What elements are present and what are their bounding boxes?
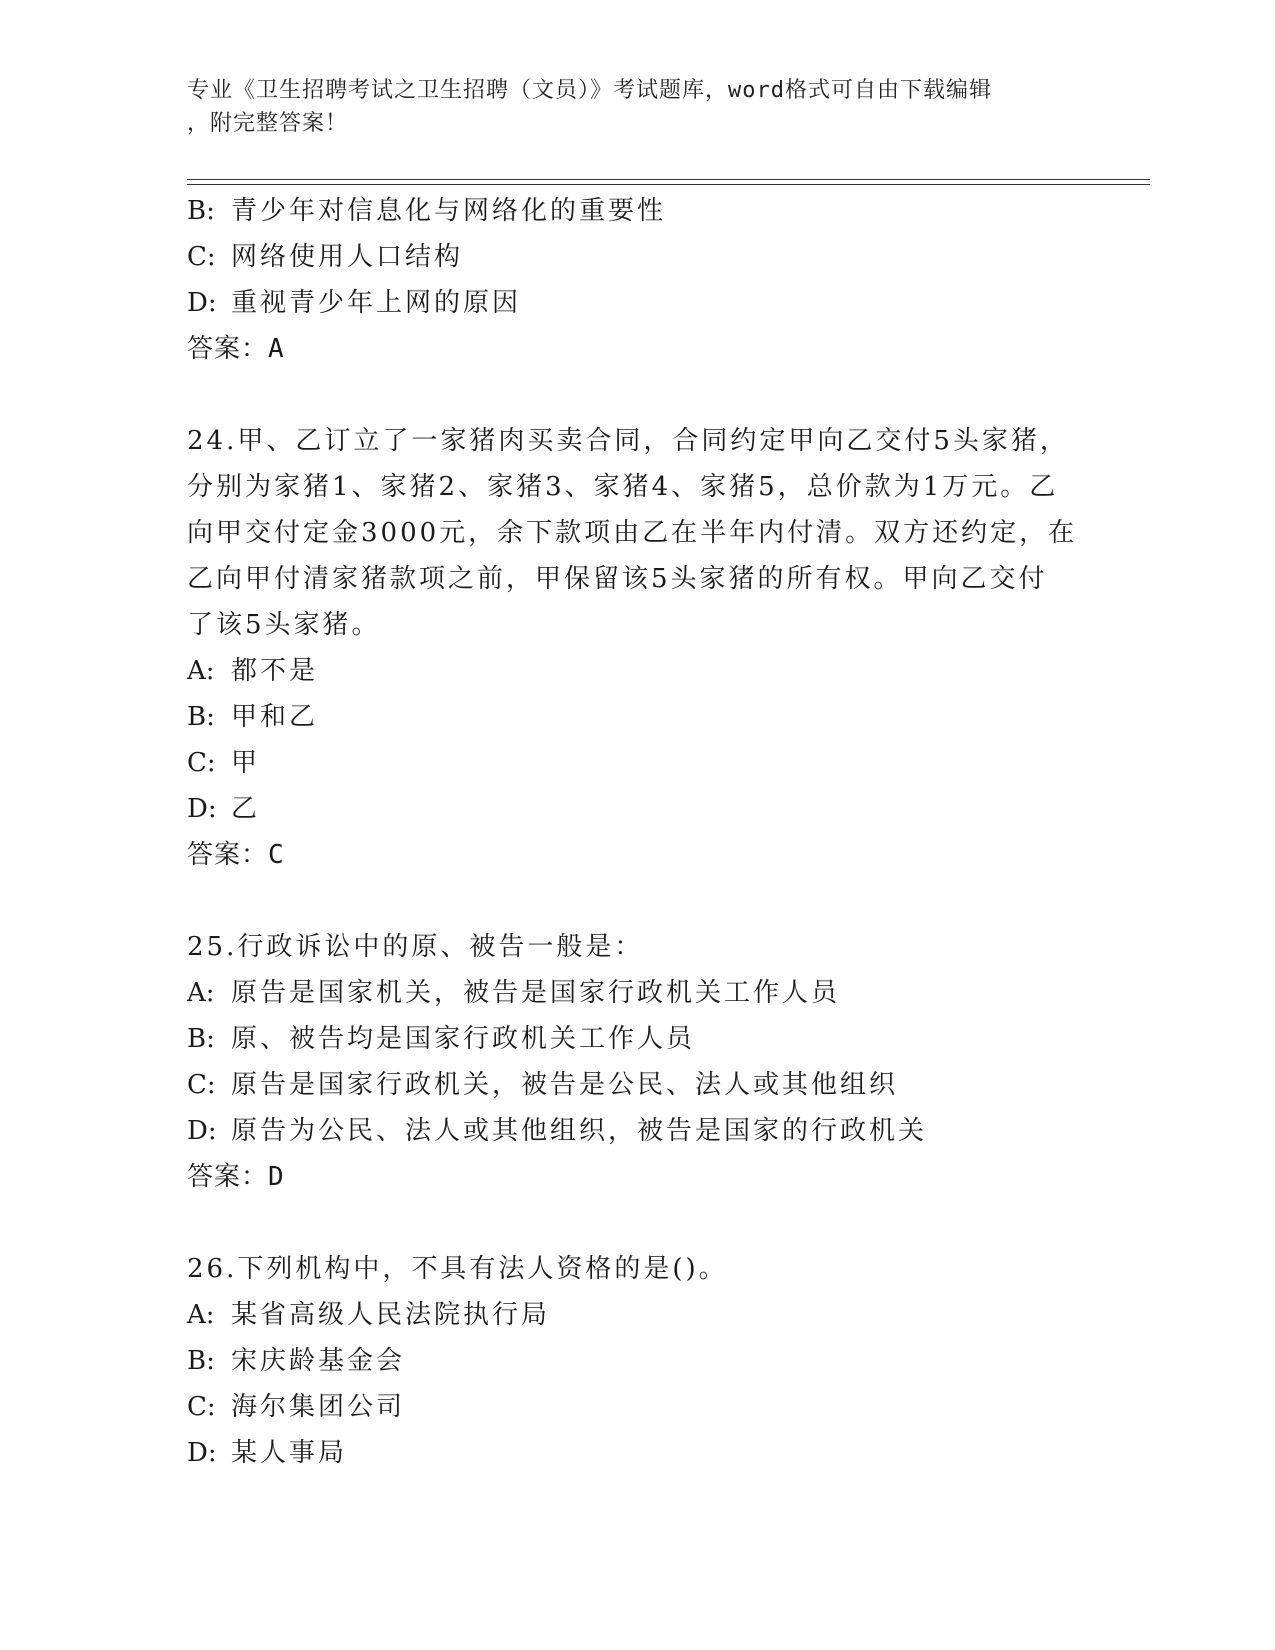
option-text: 甲 [231, 748, 261, 778]
option-b [187, 694, 1087, 740]
option-a [187, 1292, 1087, 1338]
question-26 [187, 1246, 1087, 1476]
option-c [187, 1062, 1087, 1108]
option-letter: D: [187, 794, 217, 824]
question-stem-line: 了该5头家猪。 [187, 610, 381, 640]
question-stem-line: 乙向甲付清家猪款项之前，甲保留该5头家猪的所有权。甲向乙交付 [187, 564, 1048, 594]
header-rule-top [187, 179, 1150, 180]
option-text: 都不是 [231, 656, 319, 686]
option-letter: D: [187, 288, 217, 318]
option-text: 重视青少年上网的原因 [231, 288, 522, 318]
header-rule-bottom [187, 184, 1150, 185]
option-d [187, 786, 1087, 832]
option-text: 网络使用人口结构 [231, 242, 464, 272]
option-d [187, 1430, 1087, 1476]
spacer [187, 878, 1087, 924]
option-a [187, 970, 1087, 1016]
option-b [187, 1338, 1087, 1384]
option-letter: B: [187, 702, 215, 732]
question-stem: 25.行政诉讼中的原、被告一般是： [187, 932, 644, 962]
spacer [187, 1200, 1087, 1246]
option-text: 原告为公民、法人或其他组织，被告是国家的行政机关 [231, 1116, 928, 1146]
option-text: 原、被告均是国家行政机关工作人员 [231, 1024, 696, 1054]
option-letter: B: [187, 196, 215, 226]
answer-label: 答案： [187, 840, 269, 870]
spacer [187, 372, 1087, 418]
answer-line [187, 326, 1087, 372]
question-23 [187, 188, 1087, 372]
option-text: 甲和乙 [231, 702, 319, 732]
option-c [187, 1384, 1087, 1430]
option-letter: C: [187, 1392, 216, 1422]
option-text: 原告是国家机关，被告是国家行政机关工作人员 [231, 978, 841, 1008]
option-c [187, 740, 1087, 786]
option-letter: A: [187, 978, 215, 1008]
question-24 [187, 418, 1087, 878]
question-stem-line: 24.甲、乙订立了一家猪肉买卖合同，合同约定甲向乙交付5头家猪， [187, 426, 1069, 456]
option-letter: C: [187, 242, 216, 272]
option-text: 乙 [231, 794, 261, 824]
question-stem-line: 向甲交付定金3000元，余下款项由乙在半年内付清。双方还约定，在 [187, 518, 1078, 548]
answer-value: D [268, 1162, 284, 1192]
option-text: 宋庆龄基金会 [231, 1346, 406, 1376]
option-letter: C: [187, 1070, 216, 1100]
option-letter: A: [187, 656, 215, 686]
answer-label: 答案： [187, 1162, 269, 1192]
option-a [187, 648, 1087, 694]
option-b [187, 188, 1087, 234]
option-text: 某人事局 [231, 1438, 348, 1468]
answer-line [187, 1154, 1087, 1200]
option-b [187, 1016, 1087, 1062]
option-letter: C: [187, 748, 216, 778]
question-content [187, 188, 1087, 1476]
answer-value: A [268, 334, 284, 364]
option-text: 原告是国家行政机关，被告是公民、法人或其他组织 [231, 1070, 899, 1100]
option-text: 某省高级人民法院执行局 [231, 1300, 551, 1330]
answer-line [187, 832, 1087, 878]
question-stem: 26.下列机构中，不具有法人资格的是()。 [187, 1254, 728, 1284]
option-letter: A: [187, 1300, 215, 1330]
header-line-1: 专业《卫生招聘考试之卫生招聘（文员）》考试题库，word格式可自由下载编辑 [187, 78, 992, 103]
question-25 [187, 924, 1087, 1200]
answer-value: C [268, 840, 284, 870]
option-d [187, 280, 1087, 326]
option-d [187, 1108, 1087, 1154]
option-letter: B: [187, 1024, 215, 1054]
option-letter: D: [187, 1116, 217, 1146]
option-text: 海尔集团公司 [231, 1392, 406, 1422]
header-line-2: ，附完整答案！ [187, 111, 349, 136]
answer-label: 答案： [187, 334, 269, 364]
option-letter: D: [187, 1438, 217, 1468]
question-stem-line: 分别为家猪1、家猪2、家猪3、家猪4、家猪5，总价款为1万元。乙 [187, 472, 1059, 502]
option-letter: B: [187, 1346, 215, 1376]
option-c [187, 234, 1087, 280]
document-header [187, 74, 1067, 140]
option-text: 青少年对信息化与网络化的重要性 [231, 196, 667, 226]
